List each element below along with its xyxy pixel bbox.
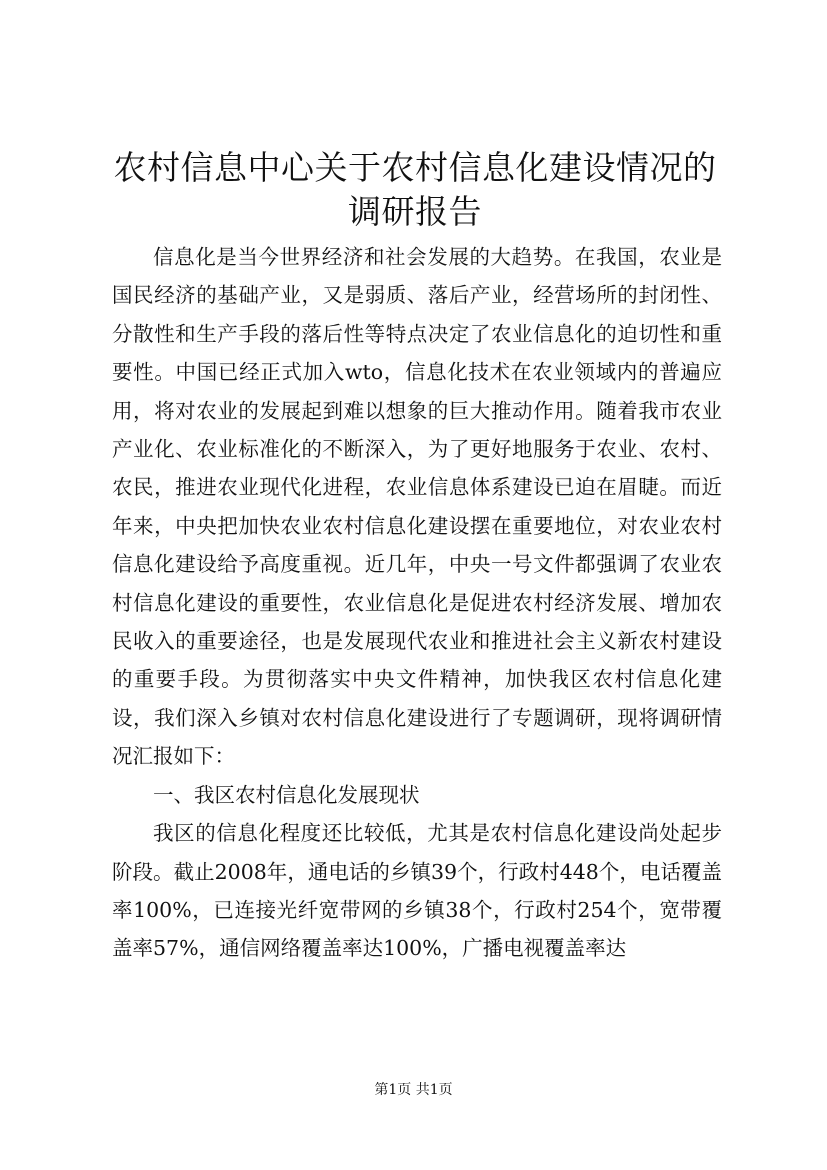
paragraph-intro: 信息化是当今世界经济和社会发展的大趋势。在我国，农业是国民经济的基础产业，又是弱质、落后产业，经营场所的封闭性、分散性和生产手段的落后性等特点决定了农业信息化的迫切性和重要性。中国已经正式加入wto，信息化技术在农业领域内的普遍应用，将对农业的发展起到难以想象的巨大推动作用。随着我市农业产业化、农业标准化的不断深入，为了更好地服务于农业、农村、农民，推进农业现代化进程，农业信息体系建设已迫在眉睫。而近年来，中央把加快农业农村信息化建设摆在重要地位，对农业农村信息化建设给予高度重视。近几年，中央一号文件都强调了农业农村信息化建设的重要性，农业信息化是促进农村经济发展、增加农民收入的重要途径，也是发展现代农业和推进社会主义新农村建设的重要手段。为贯彻落实中央文件精神，加快我区农村信息化建设，我们深入乡镇对农村信息化建设进行了专题调研，现将调研情况汇报如下：: [112, 245, 722, 769]
document-body: [112, 238, 722, 968]
document-title: 农村信息中心关于农村信息化建设情况的调研报告: [113, 148, 717, 231]
paragraph-status: 我区的信息化程度还比较低，尤其是农村信息化建设尚处起步阶段。截止2008年，通电话的乡镇39个，行政村448个，电话覆盖率100%，已连接光纤宽带网的乡镇38个，行政村254个，宽带覆盖率57%，通信网络覆盖率达100%，广播电视覆盖率达: [112, 821, 722, 961]
section-heading-1: 一、我区农村信息化发展现状: [153, 782, 420, 807]
page-footer: 第1页 共1页: [374, 1082, 453, 1098]
